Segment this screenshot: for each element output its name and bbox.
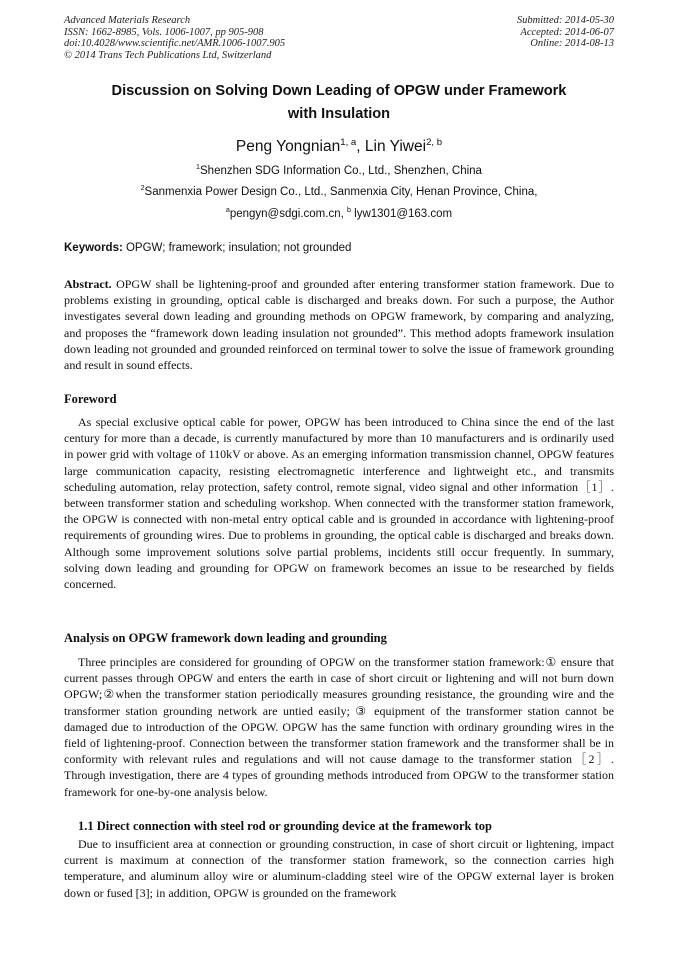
email-a: pengyn@sdgi.com.cn, — [229, 208, 347, 220]
online-date: Online: 2014-08-13 — [530, 38, 614, 49]
keywords-label: Keywords: — [64, 242, 123, 254]
copyright-line: © 2014 Trans Tech Publications Ltd, Switzerland — [64, 49, 272, 61]
foreword-paragraph: As special exclusive optical cable for power, OPGW has been introduced to China since the end of the last century for more than a decade, is currently manufactured by more than 10 manufacturers and is ordinarily used in power grid with voltage of 110kV or above. As an emerging information transmission channel, OPGW features large communication capacity, resisting electromagnetic interference and lightweight etc., and transmits scheduling automation, relay protection, safety control, remote signal, video signal and other information［1］. between transformer station and scheduling workshop. When connected with the transformer station framework, the OPGW is connected with non-metal entry optical cable and is grounded in accordance with lightening-proof requirements of grounding wires. Due to problems in grounding, the optical cable is discharged and breaks down. Although some improvement solutions solve partial problems, incidents still occur frequently. In summary, solving down leading and grounding for OPGW on framework becomes an issue to be researched by fields concerned. — [64, 415, 614, 592]
email-line — [64, 208, 614, 220]
section-1-1-paragraph: Due to insufficient area at connection or grounding construction, in case of short circuit or lightening, impact current is maximum at connection of the transformer station framework, so the connection carries high temperature, and aluminum alloy wire or aluminum-cladding steel wire of the OPGW external layer is broken down or fused [3]; in addition, OPGW is grounded on the framework — [64, 837, 614, 900]
keywords-text: OPGW; framework; insulation; not grounded — [122, 242, 352, 254]
affiliation-2-mark: 2 — [140, 184, 145, 193]
section-1-1-heading: 1.1 Direct connection with steel rod or grounding device at the framework top — [78, 819, 492, 833]
abstract-text: OPGW shall be lightening-proof and grounded after entering transformer station framework. Due to problems existing in grounding, optical cable is discharged and breaks down. For such a purpose, the Author investigates several down leading and grounding methods on OPGW framework, by comparing and analyzing, and proposes the “framework down leading insulation not grounded”. This method adopts framework insulation down leading not grounded and grounded reinforced on terminal tower to solve the issue of framework grounding and result in sound effects. — [64, 277, 614, 373]
author-2-affil: 2, b — [426, 136, 443, 148]
issn-line: ISSN: 1662-8985, Vols. 1006-1007, pp 905-908 — [64, 26, 264, 38]
email-b-mark: b — [346, 206, 351, 215]
paper-title — [64, 80, 614, 126]
accepted-date: Accepted: 2014-06-07 — [520, 26, 614, 38]
doi-line: doi:10.4028/www.scientific.net/AMR.1006-1007.905 — [64, 38, 286, 49]
affiliation-2 — [64, 186, 614, 198]
email-b: lyw1301@163.com — [350, 208, 453, 220]
journal-header — [64, 15, 285, 61]
affiliation-2-text: Sanmenxia Power Design Co., Ltd., Sanmenxia City, Henan Province, China, — [144, 186, 538, 198]
abstract-label: Abstract. — [64, 277, 112, 291]
abstract — [64, 276, 614, 373]
analysis-paragraph: Three principles are considered for grounding of OPGW on the transformer station framework:① ensure that current passes through OPGW and enters the earth in case of short circuit or lightening and will not burn down OPGW;②when the transformer station periodically measures grounding resistance, the grounding wire and the transformer station grounding network are untied easily; ③ equipment of the transformer station cannot be damaged due to introduction of the OPGW. OPGW has the same function with ordinary grounding wires in the field of lightening-proof. Connection between the transformer station framework and the transformer shall be in conformity with relevant rules and regulations and will not cause damage to the transformer station［2］. Through investigation, there are 4 types of grounding methods introduced from OPGW to the transformer station framework for one-by-one analysis below. — [64, 655, 614, 799]
author-1-affil: 1, a — [340, 136, 357, 148]
author-list — [64, 138, 614, 156]
author-separator: , — [356, 138, 365, 155]
dates-header — [517, 15, 614, 50]
affiliation-1-mark: 1 — [196, 163, 201, 172]
title-line-1: Discussion on Solving Down Leading of OPGW under Framework — [111, 83, 567, 99]
submitted-date: Submitted: 2014-05-30 — [516, 15, 614, 26]
journal-name: Advanced Materials Research — [64, 15, 191, 26]
title-line-2: with Insulation — [287, 106, 391, 122]
foreword-heading: Foreword — [64, 392, 117, 406]
author-1: Peng Yongnian — [235, 138, 341, 155]
analysis-heading: Analysis on OPGW framework down leading and grounding — [64, 631, 387, 645]
affiliation-1 — [64, 165, 614, 177]
affiliation-1-text: Shenzhen SDG Information Co., Ltd., Shenzhen, China — [200, 165, 482, 177]
author-2: Lin Yiwei — [364, 138, 427, 155]
email-a-mark: a — [225, 206, 230, 215]
keywords — [64, 242, 614, 254]
